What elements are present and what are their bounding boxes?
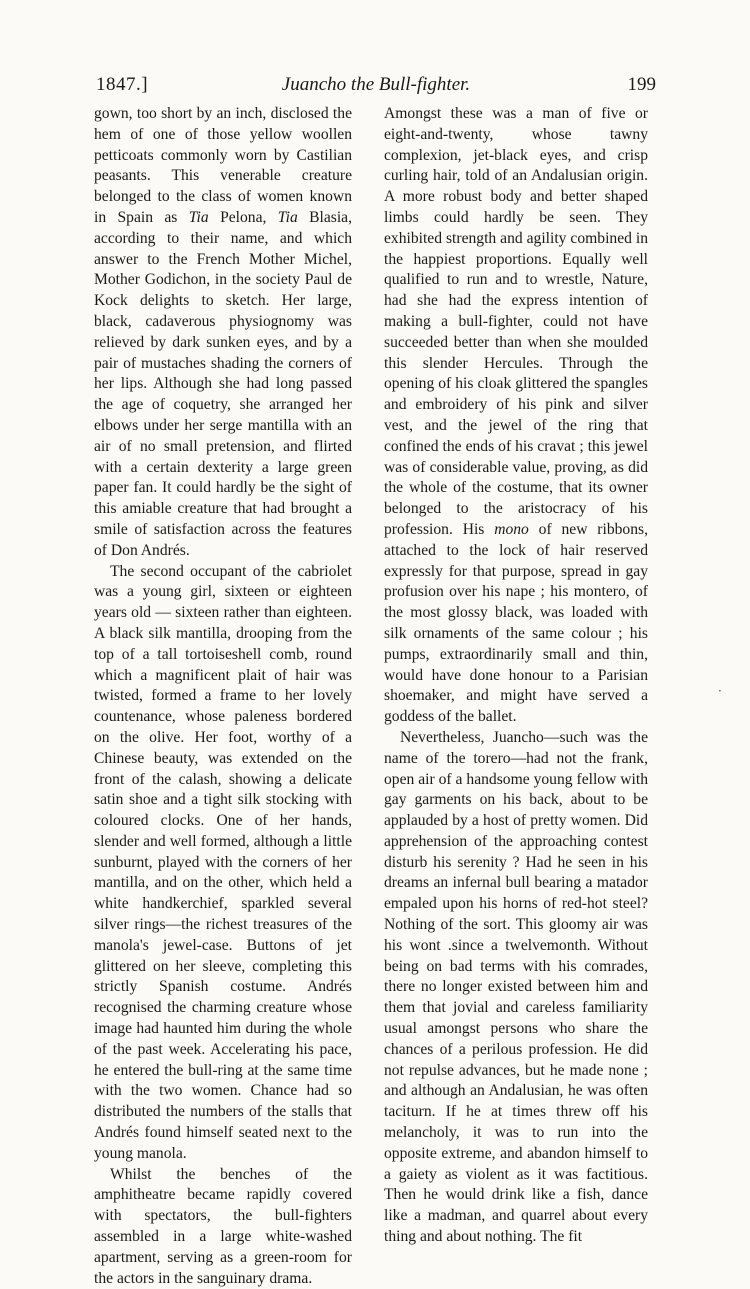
header-title: Juancho the Bull-fighter.: [281, 74, 471, 95]
left-column: [94, 104, 352, 1289]
paragraph-2: The second occupant of the cabriolet was a young girl, sixteen or eighteen years old — sixteen rather than eighteen. A black silk mantilla, drooping from the top of a tall tortoiseshell comb, round which a magnificent plait of hair was twisted, formed a frame to her lovely countenance, whose paleness bordered on the olive. Her foot, worthy of a Chinese beauty, was extended on the front of the calash, showing a delicate satin shoe and a tight silk stocking with coloured clocks. One of her hands, slender and well formed, although a little sunburnt, played with the corners of her mantilla, and on the other, which held a white handkerchief, sparkled several silver rings—the richest treasures of the manola's jewel-case. Buttons of jet glittered on her sleeve, completing this strictly Spanish costume. Andrés recognised the charming creature whose image had haunted him during the whole of the past week. Accelerating his pace, he entered the bull-ring at the same time with the two women. Chance had so distributed the numbers of the stalls that Andrés found himself seated next to the young manola.: [94, 562, 352, 1162]
paragraph-1: [94, 104, 352, 562]
running-header: [96, 74, 656, 102]
right-column: [384, 104, 648, 1248]
italic-term: Tia: [188, 208, 209, 226]
margin-mark: ·: [718, 684, 722, 698]
header-year: 1847.]: [96, 74, 149, 95]
paragraph-3: Whilst the benches of the amphitheatre became rapidly covered with spectators, the bull-fighters assembled in a large white-washed apartment, serving as a green-room for the actors in the sanguinary drama.: [94, 1165, 352, 1287]
italic-term: mono: [494, 520, 529, 538]
paragraph-5: Nevertheless, Juancho—such was the name of the torero—had not the frank, open air of a handsome young fellow with gay garments on his back, about to be applauded by a host of pretty women. Did apprehension of the approaching contest disturb his serenity ? Had he seen in his dreams an infernal bull bearing a matador empaled upon his horns of red-hot steel? Nothing of the sort. This gloomy air was his wont .since a twelvemonth. Without being on bad terms with his comrades, there no longer existed between him and them that jovial and careless familiarity usual amongst persons who share the chances of a perilous profession. He did not repulse advances, but he made none ; and although an Andalusian, he was often taciturn. If he at times threw off his melancholy, it was to run into the opposite extreme, and abandon himself to a gaiety as violent as it was factitious. Then he would drink like a fish, dance like a madman, and quarrel about every thing and about nothing. The fit: [384, 728, 648, 1246]
paragraph-text: of new ribbons, attached to the lock of hair reserved expressly for that purpose, spread in gay profusion over his nape ; his montero, of the most glossy black, was loaded with silk ornaments of the same colour ; his pumps, extraordinarily small and thin, would have done honour to a Parisian shoemaker, and might have served a goddess of the ballet.: [384, 520, 648, 726]
paragraph-text: Blasia, according to their name, and which answer to the French Mother Michel, Mother Godichon, in the society Paul de Kock delights to sketch. Her large, black, cadaverous physiognomy was relieved by dark sunken eyes, and by a pair of mustaches shading the corners of her lips. Although she had long passed the age of coquetry, she arranged her elbows under her serge mantilla with an air of no small pretension, and flirted with a certain dexterity a large green paper fan. It could hardly be the sight of this amiable creature that had brought a smile of satisfaction across the features of Don Andrés.: [94, 208, 352, 559]
italic-term: Tia: [277, 208, 298, 226]
paragraph-4: [384, 104, 648, 728]
paragraph-text: Pelona,: [208, 208, 278, 226]
paragraph-text: gown, too short by an inch, disclosed the hem of one of those yellow woollen petticoats commonly worn by Castilian peasants. This venerable creature belonged to the class of women known in Spain as: [94, 105, 352, 226]
paragraph-text: Amongst these was a man of five or eight-and-twenty, whose tawny complexion, jet-black eyes, and crisp curling hair, told of an Andalusian origin. A more robust body and better shaped limbs could hardly be seen. They exhibited strength and agility combined in the happiest proportions. Equally well qualified to run and to wrestle, Nature, had she had the express intention of making a bull-fighter, could not have succeeded better than when she moulded this slender Hercules. Through the opening of his cloak glittered the spangles and embroidery of his pink and silver vest, and the jewel of the ring that confined the ends of his cravat ; this jewel was of considerable value, proving, as did the whole of the costume, that its owner belonged to the aristocracy of his profession. His: [384, 105, 648, 538]
page-number: 199: [627, 74, 656, 95]
